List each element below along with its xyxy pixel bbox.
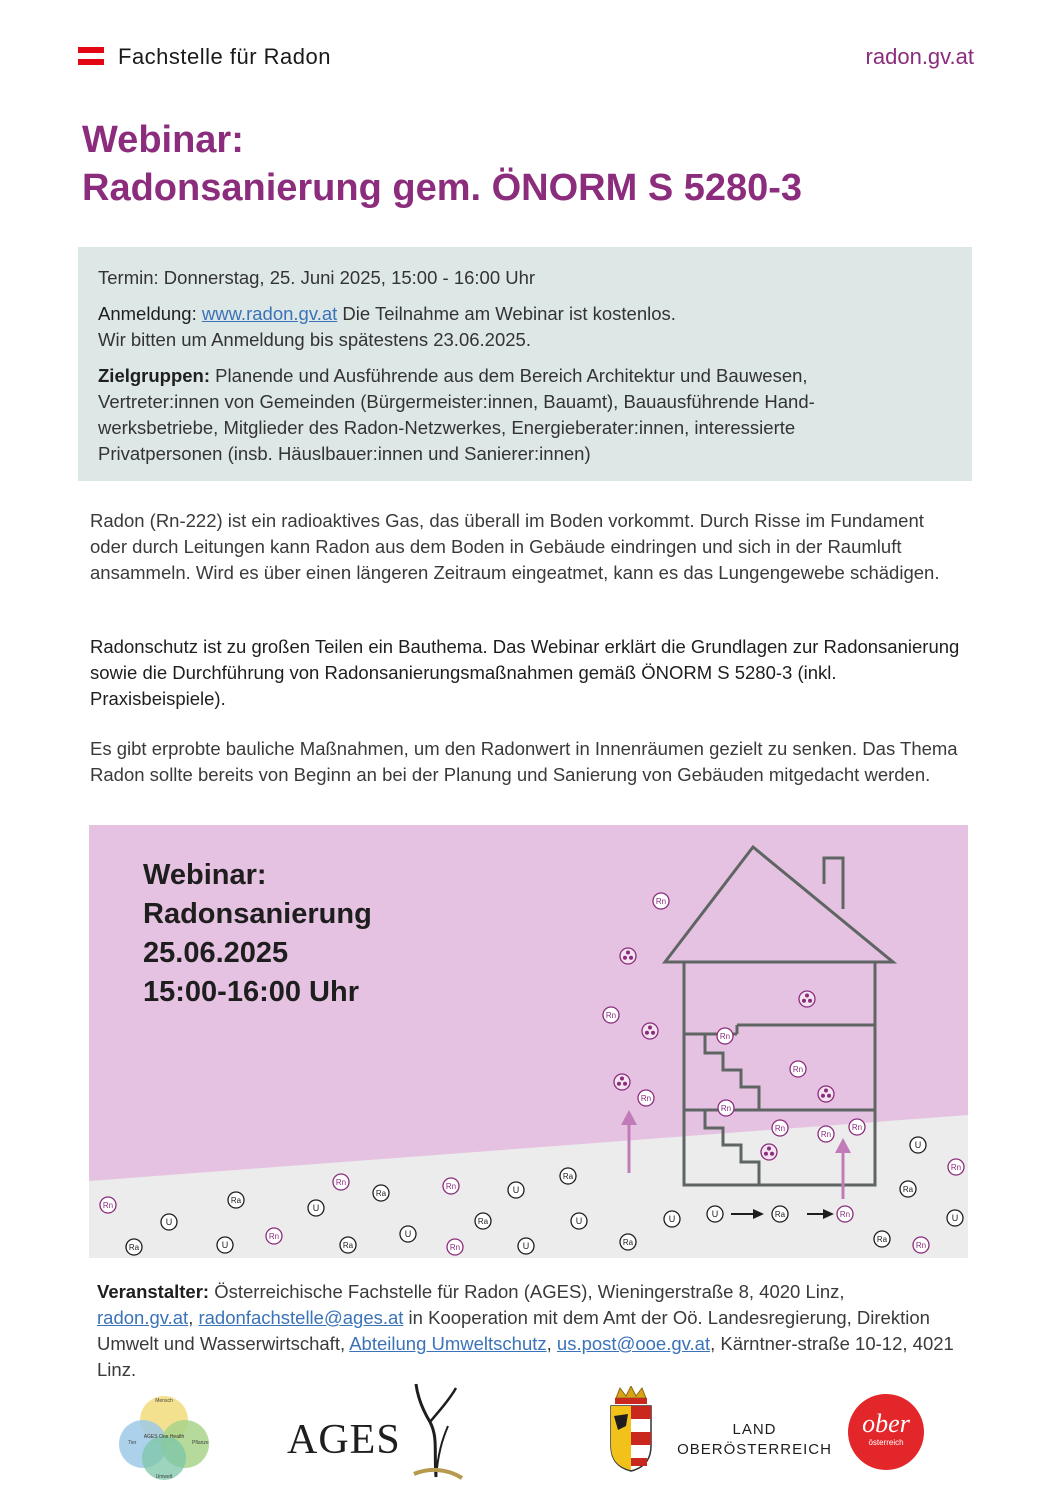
uranium-particle bbox=[947, 1210, 963, 1226]
uranium-particle bbox=[910, 1137, 926, 1153]
ages-logo-text: AGES bbox=[287, 1417, 401, 1463]
radium-particle bbox=[620, 1234, 636, 1250]
radon-particle bbox=[333, 1174, 349, 1190]
svg-text:U: U bbox=[404, 1229, 412, 1239]
svg-text:Rn: Rn bbox=[839, 1210, 851, 1219]
zielgruppen-text bbox=[98, 363, 918, 467]
svg-text:U: U bbox=[668, 1214, 676, 1224]
austria-flag-icon bbox=[78, 47, 104, 65]
svg-text:Rn: Rn bbox=[449, 1243, 461, 1252]
radon-particle bbox=[603, 1007, 619, 1023]
banner-text bbox=[143, 856, 372, 1012]
uranium-particle bbox=[707, 1206, 723, 1222]
footer-label: Veranstalter: bbox=[97, 1281, 210, 1302]
svg-text:U: U bbox=[512, 1185, 520, 1195]
svg-text:Rn: Rn bbox=[915, 1241, 927, 1250]
anmeldung-deadline: Wir bitten um Anmeldung bis spätestens 23.06.2025. bbox=[98, 329, 531, 350]
radon-particle bbox=[638, 1090, 654, 1106]
banner-line-4: 15:00-16:00 Uhr bbox=[143, 976, 359, 1008]
svg-text:Ra: Ra bbox=[562, 1172, 574, 1181]
svg-text:U: U bbox=[221, 1240, 229, 1250]
footer-sep-1: , bbox=[188, 1307, 199, 1328]
svg-text:Rn: Rn bbox=[655, 897, 667, 906]
header-site-link[interactable]: radon.gv.at bbox=[865, 44, 974, 69]
radiation-symbol-icon bbox=[620, 948, 636, 964]
radiation-symbol-icon bbox=[818, 1086, 834, 1102]
radon-particle bbox=[913, 1237, 929, 1253]
footer-text-2: in Kooperation mit dem Amt der Oö. Landesregierung, Direktion Umwelt und Wasserwirtschaft, bbox=[97, 1307, 930, 1354]
banner-line-1: Webinar: bbox=[143, 859, 267, 891]
paragraph-massnahmen: Es gibt erprobte bauliche Maßnahmen, um den Radonwert in Innenräumen gezielt zu senken. Das Thema Radon sollte bereits von Beginn an bei der Planung und Sanierung von Gebäuden mitgedacht werden. bbox=[90, 738, 958, 785]
radon-particle bbox=[447, 1239, 463, 1255]
radon-particle bbox=[717, 1028, 733, 1044]
svg-text:Rn: Rn bbox=[950, 1163, 962, 1172]
info-box bbox=[78, 247, 972, 481]
svg-text:Ra: Ra bbox=[477, 1217, 489, 1226]
footer-link-uspost[interactable]: us.post@ooe.gv.at bbox=[556, 1333, 711, 1354]
header-title: Fachstelle für Radon bbox=[118, 44, 331, 69]
svg-text:Ra: Ra bbox=[902, 1185, 914, 1194]
uranium-particle bbox=[161, 1214, 177, 1230]
page-title bbox=[82, 116, 802, 212]
banner-line-3: 25.06.2025 bbox=[143, 937, 289, 969]
land-line-2: OBERÖSTERREICH bbox=[677, 1441, 832, 1458]
radium-particle bbox=[772, 1206, 788, 1222]
footer-link-email[interactable]: radonfachstelle@ages.at bbox=[198, 1307, 404, 1328]
title-line-2: Radonsanierung gem. ÖNORM S 5280-3 bbox=[82, 167, 803, 209]
paragraph-radon-intro: Radon (Rn-222) ist ein radioaktives Gas, das überall im Boden vorkommt. Durch Risse im Fundament oder durch Leitungen kann Radon aus dem Boden in Gebäude eindringen und sich in der Raumluft ansammeln. Wird es über einen längeren Zeitraum eingeatmet, kann es das Lungengewebe schädigen. bbox=[90, 510, 940, 583]
svg-text:Rn: Rn bbox=[335, 1178, 347, 1187]
banner-line-2: Radonsanierung bbox=[143, 898, 372, 930]
uranium-particle bbox=[518, 1238, 534, 1254]
footer-link-radon[interactable]: radon.gv.at bbox=[97, 1307, 189, 1328]
svg-text:U: U bbox=[312, 1203, 320, 1213]
onehealth-label-tier: Tier bbox=[128, 1440, 137, 1446]
svg-text:Rn: Rn bbox=[605, 1011, 617, 1020]
svg-text:U: U bbox=[914, 1140, 922, 1150]
svg-text:Rn: Rn bbox=[719, 1032, 731, 1041]
radon-particle bbox=[718, 1100, 734, 1116]
svg-text:U: U bbox=[522, 1241, 530, 1251]
svg-text:Rn: Rn bbox=[774, 1124, 786, 1133]
uranium-particle bbox=[664, 1211, 680, 1227]
svg-text:Rn: Rn bbox=[792, 1065, 804, 1074]
radium-particle bbox=[874, 1231, 890, 1247]
svg-text:Rn: Rn bbox=[720, 1104, 732, 1113]
radon-particle bbox=[266, 1228, 282, 1244]
svg-text:U: U bbox=[711, 1209, 719, 1219]
uranium-particle bbox=[217, 1237, 233, 1253]
svg-text:Ra: Ra bbox=[876, 1235, 888, 1244]
radon-particle bbox=[790, 1061, 806, 1077]
svg-text:Rn: Rn bbox=[102, 1201, 114, 1210]
radium-particle bbox=[126, 1239, 142, 1255]
footer-text-3: , Kärntner-straße 10-12, 4021 Linz. bbox=[97, 1333, 954, 1380]
zielgruppen-body: Planende und Ausführende aus dem Bereich Architektur und Bauwesen, Vertreter:innen von Gemeinden (Bürgermeister:innen, Bauamt), Bauausführende Hand-werksbetriebe, Mitglieder des Radon-Netzwerkes, Energieberater:innen, interessierte Privatpersonen (insb. Häuslbauer:innen und Sanierer:innen) bbox=[98, 365, 815, 464]
radon-particle bbox=[653, 893, 669, 909]
radiation-symbol-icon bbox=[799, 991, 815, 1007]
svg-text:Rn: Rn bbox=[640, 1094, 652, 1103]
radon-particle bbox=[443, 1178, 459, 1194]
svg-text:U: U bbox=[575, 1216, 583, 1226]
zielgruppen-label: Zielgruppen: bbox=[98, 365, 211, 386]
onehealth-label-pflanze: Pflanze bbox=[192, 1440, 209, 1446]
paragraph-radonschutz: Radonschutz ist zu großen Teilen ein Bauthema. Das Webinar erklärt die Grundlagen zur Radonsanierung sowie die Durchführung von Radonsanierungsmaßnahmen gemäß ÖNORM S 5280-3 (inkl. Praxisbeispiele). bbox=[90, 636, 960, 709]
svg-text:Ra: Ra bbox=[128, 1243, 140, 1252]
radiation-symbol-icon bbox=[642, 1023, 658, 1039]
uranium-particle bbox=[571, 1213, 587, 1229]
svg-text:Ra: Ra bbox=[375, 1189, 387, 1198]
one-health-logo bbox=[118, 1392, 210, 1482]
footer-organizer bbox=[97, 1279, 967, 1383]
radon-particle bbox=[772, 1120, 788, 1136]
radon-particle bbox=[818, 1126, 834, 1142]
anmeldung-link[interactable]: www.radon.gv.at bbox=[201, 303, 338, 324]
radon-particle bbox=[100, 1197, 116, 1213]
svg-text:Ra: Ra bbox=[622, 1238, 634, 1247]
termin-text: Termin: Donnerstag, 25. Juni 2025, 15:00 - 16:00 Uhr bbox=[98, 267, 536, 288]
footer-text-1: Österreichische Fachstelle für Radon (AGES), Wieningerstraße 8, 4020 Linz, bbox=[209, 1281, 845, 1302]
svg-text:Rn: Rn bbox=[820, 1130, 832, 1139]
radium-particle bbox=[560, 1168, 576, 1184]
title-line-1: Webinar: bbox=[82, 119, 244, 161]
anmeldung-text bbox=[98, 301, 958, 353]
svg-text:Rn: Rn bbox=[851, 1123, 863, 1132]
anmeldung-label: Anmeldung: bbox=[98, 303, 197, 324]
radiation-symbol-icon bbox=[761, 1144, 777, 1160]
radium-particle bbox=[475, 1213, 491, 1229]
svg-text:U: U bbox=[951, 1213, 959, 1223]
ages-figure-icon bbox=[408, 1382, 464, 1482]
uranium-particle bbox=[308, 1200, 324, 1216]
radon-particle bbox=[849, 1119, 865, 1135]
radium-particle bbox=[340, 1237, 356, 1253]
svg-text:Ra: Ra bbox=[342, 1241, 354, 1250]
uranium-particle bbox=[400, 1226, 416, 1242]
ober-oesterreich-logo bbox=[848, 1394, 924, 1470]
anmeldung-note: Die Teilnahme am Webinar ist kostenlos. bbox=[337, 303, 676, 324]
svg-text:Ra: Ra bbox=[230, 1196, 242, 1205]
svg-text:U: U bbox=[165, 1217, 173, 1227]
radium-particle bbox=[228, 1192, 244, 1208]
radon-particle bbox=[837, 1206, 853, 1222]
svg-text:Rn: Rn bbox=[268, 1232, 280, 1241]
land-line-1: LAND bbox=[732, 1421, 777, 1438]
radiation-symbol-icon bbox=[614, 1074, 630, 1090]
ober-line-2: österreich bbox=[868, 1438, 904, 1447]
onehealth-label-mensch: Mensch bbox=[155, 1398, 173, 1404]
uranium-particle bbox=[508, 1182, 524, 1198]
ober-line-1: ober bbox=[862, 1409, 910, 1438]
footer-sep-2: , bbox=[546, 1333, 557, 1354]
footer-link-abteilung[interactable]: Abteilung Umweltschutz bbox=[349, 1333, 547, 1354]
radium-particle bbox=[900, 1181, 916, 1197]
upper-austria-coat-of-arms-icon bbox=[606, 1386, 656, 1472]
radon-particle bbox=[948, 1159, 964, 1175]
onehealth-center: AGES One Health bbox=[143, 1434, 185, 1440]
radium-particle bbox=[373, 1185, 389, 1201]
onehealth-label-umwelt: Umwelt bbox=[155, 1474, 173, 1480]
svg-text:Rn: Rn bbox=[445, 1182, 457, 1191]
land-ooe-logo bbox=[672, 1420, 837, 1460]
svg-text:Ra: Ra bbox=[774, 1210, 786, 1219]
